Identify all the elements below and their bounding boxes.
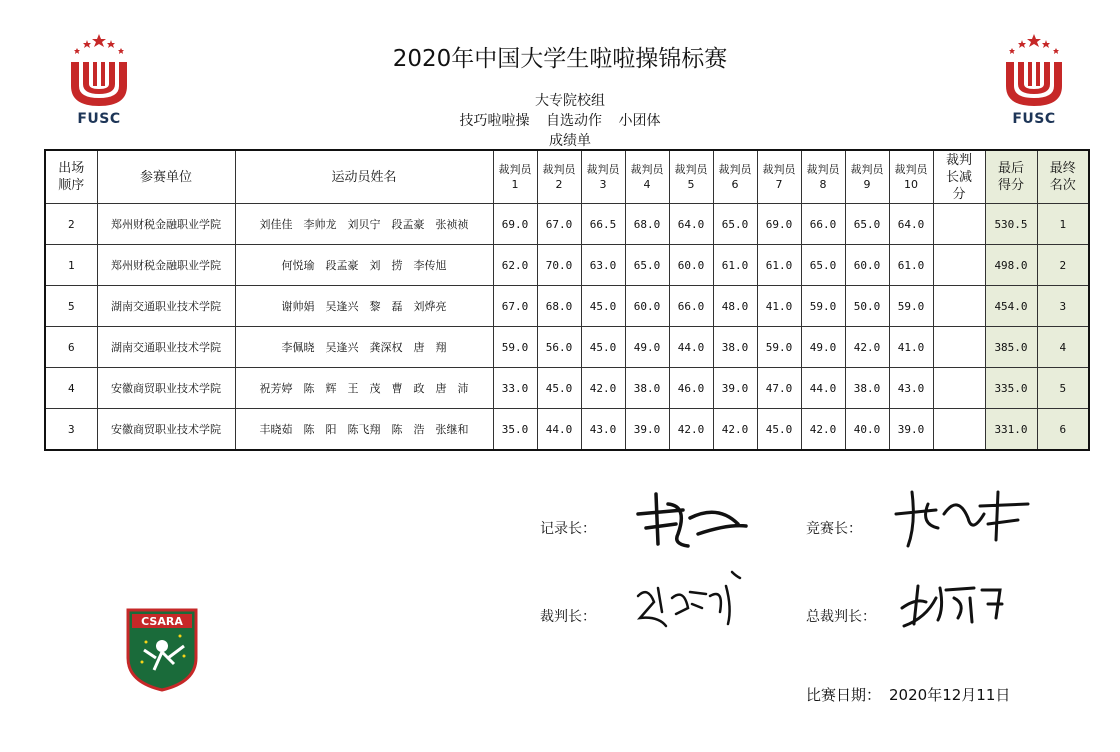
recorder-signature [628, 484, 758, 554]
competition-director-label: 竞赛长： [806, 521, 862, 537]
csara-shield-icon [124, 606, 200, 692]
header-deduction: 裁判长减分 [933, 150, 985, 204]
athletes-cell: 刘佳佳 李帅龙 刘贝宁 段孟豪 张祯祯 [235, 204, 493, 245]
header-athletes: 运动员姓名 [235, 150, 493, 204]
judge-score-cell: 33.0 [493, 368, 537, 409]
order-cell: 5 [45, 286, 97, 327]
judge-score-cell: 65.0 [713, 204, 757, 245]
unit-cell: 湖南交通职业技术学院 [97, 327, 235, 368]
header-judge-10: 裁判员10 [889, 150, 933, 204]
judge-score-cell: 41.0 [757, 286, 801, 327]
page-title: 2020年中国大学生啦啦操锦标赛 [392, 46, 728, 72]
judge-score-cell: 59.0 [889, 286, 933, 327]
table-row [45, 327, 1089, 368]
date-label: 比赛日期： [806, 686, 882, 704]
judge-score-cell: 59.0 [801, 286, 845, 327]
header-order: 出场顺序 [45, 150, 97, 204]
judge-score-cell: 38.0 [845, 368, 889, 409]
recorder-label: 记录长： [540, 521, 596, 537]
head-referee-label: 总裁判长： [806, 609, 876, 625]
judge-score-cell: 45.0 [581, 327, 625, 368]
unit-cell: 安徽商贸职业技术学院 [97, 409, 235, 451]
group-subtitle: 大专院校组 [535, 93, 605, 109]
deduction-cell [933, 327, 985, 368]
judge-score-cell: 68.0 [537, 286, 581, 327]
chief-judge-signature [628, 568, 748, 638]
judge-score-cell: 41.0 [889, 327, 933, 368]
header-unit: 参赛单位 [97, 150, 235, 204]
judge-score-cell: 48.0 [713, 286, 757, 327]
judge-score-cell: 45.0 [757, 409, 801, 451]
header-judge-5: 裁判员5 [669, 150, 713, 204]
judge-score-cell: 66.5 [581, 204, 625, 245]
fusc-logo-text: FUSC [1012, 111, 1056, 127]
deduction-cell [933, 245, 985, 286]
judge-score-cell: 56.0 [537, 327, 581, 368]
judge-score-cell: 47.0 [757, 368, 801, 409]
header-judge-2: 裁判员2 [537, 150, 581, 204]
judge-score-cell: 69.0 [493, 204, 537, 245]
judge-score-cell: 35.0 [493, 409, 537, 451]
csara-logo [124, 606, 200, 692]
table-row [45, 286, 1089, 327]
final-score-cell: 530.5 [985, 204, 1037, 245]
judge-score-cell: 67.0 [537, 204, 581, 245]
judge-score-cell: 39.0 [625, 409, 669, 451]
judge-score-cell: 65.0 [801, 245, 845, 286]
sheet-subtitle: 成绩单 [549, 133, 591, 149]
judge-score-cell: 68.0 [625, 204, 669, 245]
order-cell: 3 [45, 409, 97, 451]
judge-score-cell: 61.0 [713, 245, 757, 286]
athletes-cell: 祝芳婷 陈 辉 王 茂 曹 政 唐 沛 [235, 368, 493, 409]
date-value: 2020年12月11日 [889, 686, 1011, 704]
header-judge-3: 裁判员3 [581, 150, 625, 204]
judge-score-cell: 67.0 [493, 286, 537, 327]
judge-score-cell: 65.0 [845, 204, 889, 245]
judge-score-cell: 39.0 [713, 368, 757, 409]
header-judge-7: 裁判员7 [757, 150, 801, 204]
judge-score-cell: 42.0 [581, 368, 625, 409]
judge-score-cell: 39.0 [889, 409, 933, 451]
deduction-cell [933, 368, 985, 409]
header-judge-1: 裁判员1 [493, 150, 537, 204]
judge-score-cell: 43.0 [581, 409, 625, 451]
judge-score-cell: 46.0 [669, 368, 713, 409]
final-score-cell: 454.0 [985, 286, 1037, 327]
judge-score-cell: 42.0 [845, 327, 889, 368]
rank-cell: 1 [1037, 204, 1089, 245]
order-cell: 6 [45, 327, 97, 368]
judge-score-cell: 44.0 [537, 409, 581, 451]
judge-score-cell: 38.0 [713, 327, 757, 368]
header-judge-8: 裁判员8 [801, 150, 845, 204]
rank-cell: 6 [1037, 409, 1089, 451]
final-score-cell: 335.0 [985, 368, 1037, 409]
athletes-cell: 谢帅娟 吴逢兴 黎 磊 刘烨亮 [235, 286, 493, 327]
header-rank: 最终名次 [1037, 150, 1089, 204]
judge-score-cell: 43.0 [889, 368, 933, 409]
competition-date [806, 684, 1010, 705]
table-row [45, 409, 1089, 451]
rank-cell: 3 [1037, 286, 1089, 327]
judge-score-cell: 60.0 [845, 245, 889, 286]
judge-score-cell: 38.0 [625, 368, 669, 409]
chief-judge-label: 裁判长： [540, 609, 596, 625]
judge-score-cell: 50.0 [845, 286, 889, 327]
unit-cell: 郑州财税金融职业学院 [97, 245, 235, 286]
head-referee-signature [896, 568, 1026, 638]
table-row [45, 245, 1089, 286]
deduction-cell [933, 409, 985, 451]
judge-score-cell: 65.0 [625, 245, 669, 286]
fusc-logo-text: FUSC [77, 111, 121, 127]
csara-logo-text: CSARA [141, 615, 183, 628]
judge-score-cell: 45.0 [581, 286, 625, 327]
judge-score-cell: 66.0 [801, 204, 845, 245]
final-score-cell: 498.0 [985, 245, 1037, 286]
judge-score-cell: 60.0 [625, 286, 669, 327]
judge-score-cell: 64.0 [669, 204, 713, 245]
results-table [44, 149, 1090, 451]
unit-cell: 郑州财税金融职业学院 [97, 204, 235, 245]
deduction-cell [933, 286, 985, 327]
judge-score-cell: 40.0 [845, 409, 889, 451]
judge-score-cell: 42.0 [713, 409, 757, 451]
athletes-cell: 丰晓茹 陈 阳 陈飞翔 陈 浩 张继和 [235, 409, 493, 451]
rank-cell: 5 [1037, 368, 1089, 409]
judge-score-cell: 42.0 [669, 409, 713, 451]
final-score-cell: 331.0 [985, 409, 1037, 451]
judge-score-cell: 69.0 [757, 204, 801, 245]
rank-cell: 2 [1037, 245, 1089, 286]
competition-director-signature [888, 484, 1038, 554]
order-cell: 1 [45, 245, 97, 286]
table-row [45, 368, 1089, 409]
athletes-cell: 何悦瑜 段孟豪 刘 捞 李传旭 [235, 245, 493, 286]
final-score-cell: 385.0 [985, 327, 1037, 368]
judge-score-cell: 59.0 [493, 327, 537, 368]
header-final-score: 最后得分 [985, 150, 1037, 204]
header-judge-6: 裁判员6 [713, 150, 757, 204]
order-cell: 4 [45, 368, 97, 409]
judge-score-cell: 66.0 [669, 286, 713, 327]
unit-cell: 湖南交通职业技术学院 [97, 286, 235, 327]
event-subtitle [0, 110, 1120, 130]
header-row [45, 150, 1089, 204]
judge-score-cell: 64.0 [889, 204, 933, 245]
category-name: 小团体 [618, 113, 661, 129]
judge-score-cell: 63.0 [581, 245, 625, 286]
header-judge-9: 裁判员9 [845, 150, 889, 204]
judge-score-cell: 45.0 [537, 368, 581, 409]
order-cell: 2 [45, 204, 97, 245]
judge-score-cell: 61.0 [889, 245, 933, 286]
judge-score-cell: 59.0 [757, 327, 801, 368]
judge-score-cell: 42.0 [801, 409, 845, 451]
rank-cell: 4 [1037, 327, 1089, 368]
routine-name: 自选动作 [546, 113, 602, 129]
judge-score-cell: 60.0 [669, 245, 713, 286]
athletes-cell: 李佩晓 吴逢兴 龚深权 唐 翔 [235, 327, 493, 368]
judge-score-cell: 44.0 [801, 368, 845, 409]
judge-score-cell: 61.0 [757, 245, 801, 286]
deduction-cell [933, 204, 985, 245]
judge-score-cell: 62.0 [493, 245, 537, 286]
judge-score-cell: 49.0 [801, 327, 845, 368]
judge-score-cell: 49.0 [625, 327, 669, 368]
event-name: 技巧啦啦操 [459, 113, 530, 129]
header-judge-4: 裁判员4 [625, 150, 669, 204]
unit-cell: 安徽商贸职业技术学院 [97, 368, 235, 409]
table-row [45, 204, 1089, 245]
judge-score-cell: 44.0 [669, 327, 713, 368]
judge-score-cell: 70.0 [537, 245, 581, 286]
